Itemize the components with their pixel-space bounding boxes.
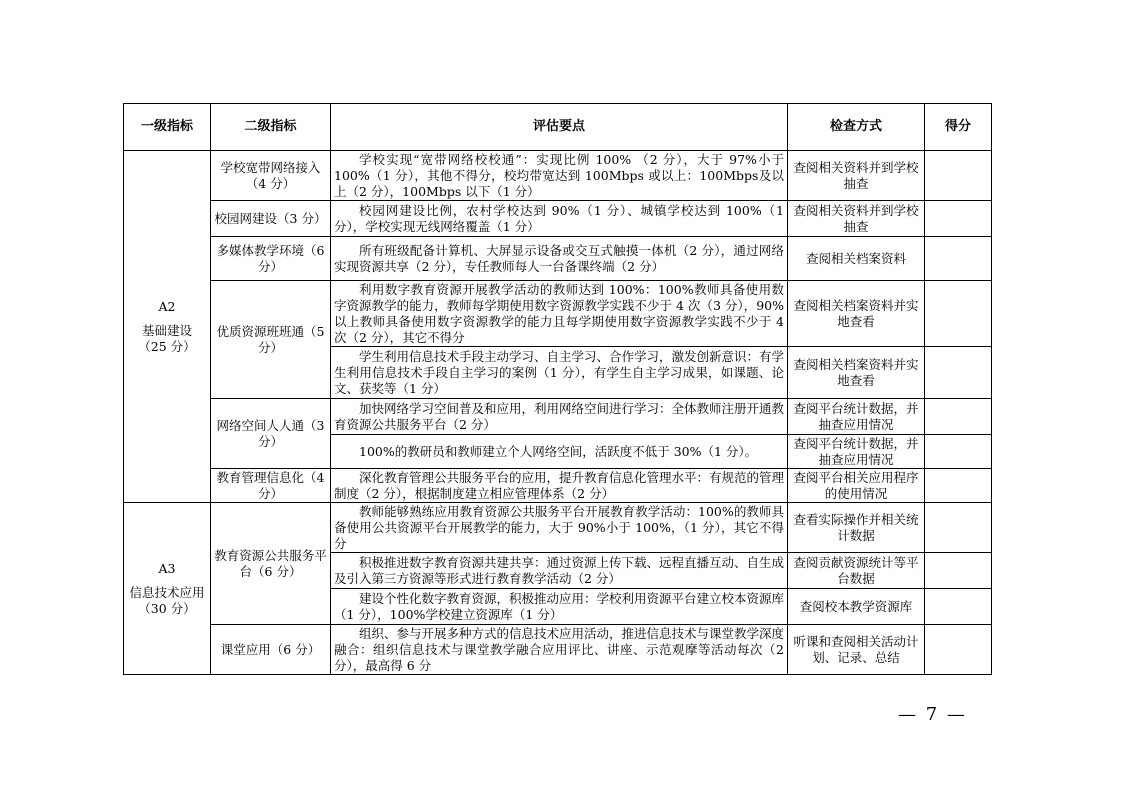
table-row (124, 469, 992, 503)
header-check: 检查方式 (788, 104, 925, 151)
score-cell[interactable] (925, 503, 992, 553)
point-cell: 积极推进数字教育资源共建共享：通过资源上传下载、远程直播互动、自生成及引入第三方资源等形式进行教育教学活动（2 分） (331, 553, 788, 589)
check-cell: 查阅平台统计数据，并抽查应用情况 (788, 399, 925, 435)
level1-points: （30 分） (138, 600, 196, 616)
point-cell: 学生利用信息技术手段主动学习、自主学习、合作学习，激发创新意识：有学生利用信息技术手段自主学习的案例（1 分），有学生自主学习成果，如课题、论文、获奖等（1 分） (331, 347, 788, 399)
assessment-table (123, 103, 992, 675)
point-cell: 学校实现“宽带网络校校通”：实现比例 100% （2 分），大于 97%小于 100%（1 分），其他不得分，校均带宽达到 100Mbps 或以上：100Mbps及以上（2 分），100Mbps 以下（1 分） (331, 151, 788, 201)
level2-cell: 课堂应用（6 分） (211, 625, 331, 675)
point-cell: 深化教育管理公共服务平台的应用，提升教育信息化管理水平：有规范的管理制度（2 分），根据制度建立相应管理体系（2 分） (331, 469, 788, 503)
point-cell: 加快网络学习空间普及和应用，利用网络空间进行学习：全体教师注册开通教育资源公共服务平台（2 分） (331, 399, 788, 435)
point-cell: 校园网建设比例，农村学校达到 90%（1 分）、城镇学校达到 100%（1 分），学校实现无线网络覆盖（1 分） (331, 201, 788, 237)
point-cell: 教师能够熟练应用教育资源公共服务平台开展教育教学活动：100%的教师具备使用公共资源平台开展教学的能力，大于 90%小于 100%，（1 分），其它不得分 (331, 503, 788, 553)
page-number: — 7 — (898, 704, 967, 725)
header-score: 得分 (925, 104, 992, 151)
level2-cell: 校园网建设（3 分） (211, 201, 331, 237)
header-level1: 一级指标 (124, 104, 211, 151)
level2-cell: 教育资源公共服务平台（6 分） (211, 503, 331, 625)
table-row (124, 625, 992, 675)
score-cell[interactable] (925, 625, 992, 675)
table-row (124, 237, 992, 281)
check-cell: 查阅校本教学资源库 (788, 589, 925, 625)
level1-name: 基础建设 (141, 322, 192, 338)
check-cell: 查看实际操作并相关统计数据 (788, 503, 925, 553)
level2-cell: 优质资源班班通（5 分） (211, 281, 331, 399)
score-cell[interactable] (925, 553, 992, 589)
check-cell: 查阅相关资料并到学校抽查 (788, 151, 925, 201)
level1-name: 信息技术应用 (129, 584, 205, 600)
level2-cell: 网络空间人人通（3 分） (211, 399, 331, 469)
table-row (124, 151, 992, 201)
level1-cell-a3 (124, 503, 211, 675)
score-cell[interactable] (925, 237, 992, 281)
score-cell[interactable] (925, 589, 992, 625)
score-cell[interactable] (925, 347, 992, 399)
check-cell: 查阅相关档案资料并实地查看 (788, 347, 925, 399)
table-row (124, 399, 992, 435)
score-cell[interactable] (925, 469, 992, 503)
check-cell: 查阅贡献资源统计等平台数据 (788, 553, 925, 589)
score-cell[interactable] (925, 201, 992, 237)
check-cell: 查阅相关档案资料并实地查看 (788, 281, 925, 347)
point-cell: 组织、参与开展多种方式的信息技术应用活动，推进信息技术与课堂教学深度融合：组织信息技术与课堂教学融合应用评比、讲座、示范观摩等活动每次（2 分），最高得 6 分 (331, 625, 788, 675)
point-cell: 100%的教研员和教师建立个人网络空间，活跃度不低于 30%（1 分）。 (331, 435, 788, 469)
check-cell: 查阅平台统计数据，并抽查应用情况 (788, 435, 925, 469)
check-cell: 查阅平台相关应用程序的使用情况 (788, 469, 925, 503)
table-row (124, 281, 992, 347)
header-points: 评估要点 (331, 104, 788, 151)
level1-code: A3 (158, 560, 176, 576)
score-cell[interactable] (925, 435, 992, 469)
point-cell: 所有班级配备计算机、大屏显示设备或交互式触摸一体机（2 分），通过网络实现资源共享（2 分），专任教师每人一台备课终端（2 分） (331, 237, 788, 281)
score-cell[interactable] (925, 151, 992, 201)
check-cell: 听课和查阅相关活动计划、记录、总结 (788, 625, 925, 675)
check-cell: 查阅相关档案资料 (788, 237, 925, 281)
level2-cell: 教育管理信息化（4 分） (211, 469, 331, 503)
header-row (124, 104, 992, 151)
check-cell: 查阅相关资料并到学校抽查 (788, 201, 925, 237)
table-row (124, 503, 992, 553)
level2-cell: 多媒体教学环境（6 分） (211, 237, 331, 281)
score-cell[interactable] (925, 281, 992, 347)
level1-code: A2 (158, 298, 176, 314)
table-row (124, 201, 992, 237)
level2-cell: 学校宽带网络接入（4 分） (211, 151, 331, 201)
point-cell: 建设个性化数字教育资源，积极推动应用：学校利用资源平台建立校本资源库（1 分），100%学校建立资源库（1 分） (331, 589, 788, 625)
score-cell[interactable] (925, 399, 992, 435)
header-level2: 二级指标 (211, 104, 331, 151)
level1-points: （25 分） (138, 338, 196, 354)
level1-cell-a2 (124, 151, 211, 503)
point-cell: 利用数字教育资源开展教学活动的教师达到 100%：100%教师具备使用数字资源教学的能力，教师每学期使用数字资源教学实践不少于 4 次（3 分），90%以上教师具备使用数字资源教学的能力且每学期使用数字资源教学实践不少于 4 次（2 分），其它不得分 (331, 281, 788, 347)
